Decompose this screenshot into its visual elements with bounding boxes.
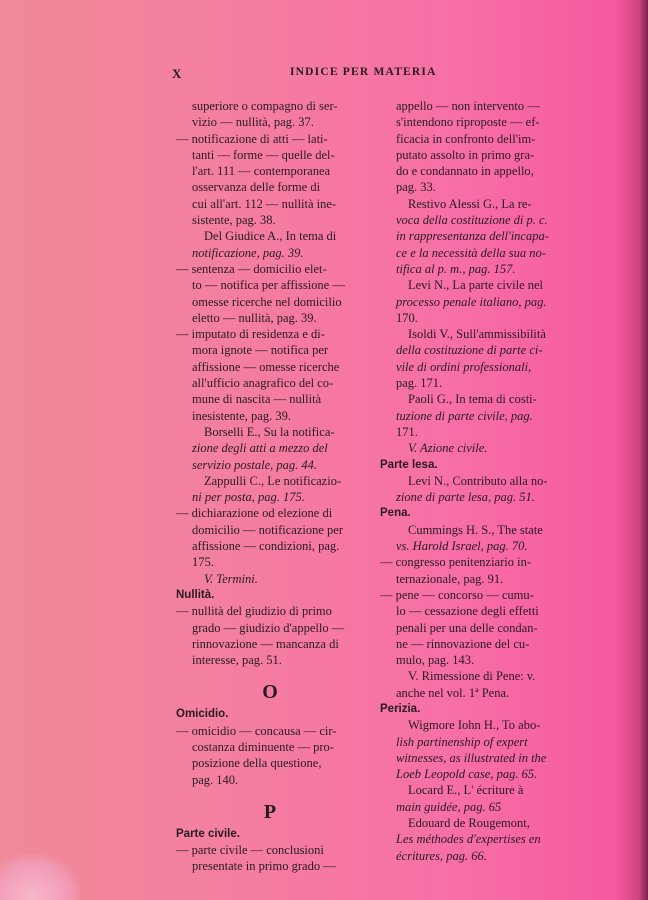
page-header bbox=[172, 66, 590, 82]
index-line: — congresso penitenziario in- bbox=[380, 555, 531, 570]
index-line: sistente, pag. 38. bbox=[192, 213, 276, 228]
index-line: affissione — condizioni, pag. bbox=[192, 539, 340, 554]
index-line: — parte civile — conclusioni bbox=[176, 843, 324, 858]
index-line: lish partinenship of expert bbox=[396, 734, 528, 749]
index-line: ternazionale, pag. 91. bbox=[396, 571, 504, 586]
index-line: Paoli G., In tema di costi- bbox=[408, 392, 537, 407]
index-line: all'ufficio anagrafico del co- bbox=[192, 376, 334, 391]
index-line: affissione — omesse ricerche bbox=[192, 359, 340, 374]
index-line: eletto — nullità, pag. 39. bbox=[192, 310, 317, 325]
index-line: — omicidio — concausa — cir- bbox=[176, 723, 337, 738]
index-line bbox=[176, 788, 364, 798]
index-line: in rappresentanza dell'incapa- bbox=[396, 229, 549, 244]
index-line: Les méthodes d'expertises en bbox=[396, 832, 541, 847]
index-line: s'intendono riproposte — ef- bbox=[396, 115, 540, 130]
index-line: presentate in primo grado — bbox=[192, 859, 336, 874]
index-line: witnesses, as illustrated in the bbox=[396, 750, 547, 765]
index-line: notificazione, pag. 39. bbox=[192, 245, 304, 260]
index-line: Restivo Alessi G., La re- bbox=[408, 196, 532, 211]
index-line: ne — rinnovazione del cu- bbox=[396, 636, 530, 651]
index-line: vizio — nullità, pag. 37. bbox=[192, 115, 314, 130]
index-line: ni per posta, pag. 175. bbox=[192, 490, 305, 505]
index-line: superiore o compagno di ser- bbox=[192, 99, 338, 113]
index-line: osservanza delle forme di bbox=[192, 180, 321, 195]
index-line: pag. 140. bbox=[192, 772, 239, 787]
index-line: lo — cessazione degli effetti bbox=[396, 604, 539, 619]
section-heading: Parte lesa. bbox=[380, 458, 438, 471]
index-line: vs. Harold Israel, pag. 70. bbox=[396, 539, 528, 554]
index-line: — dichiarazione od elezione di bbox=[176, 506, 333, 521]
index-line: costanza diminuente — pro- bbox=[192, 739, 334, 754]
index-line: Borselli E., Su la notifica- bbox=[204, 424, 335, 439]
letter-divider: P bbox=[263, 800, 277, 823]
page-number: X bbox=[172, 66, 183, 81]
index-line: — nullità del giudizio di primo bbox=[176, 604, 332, 619]
section-heading: Omicidio. bbox=[176, 708, 229, 721]
index-line: posizione della questione, bbox=[192, 756, 322, 771]
page-title: INDICE PER MATERIA bbox=[290, 66, 437, 78]
index-line: anche nel vol. 1ª Pena. bbox=[396, 685, 510, 700]
index-line: — notificazione di atti — lati- bbox=[176, 131, 328, 146]
index-line: l'art. 111 — contemporanea bbox=[192, 164, 331, 179]
index-line: V. Azione civile. bbox=[408, 441, 488, 456]
index-line: main guidée, pag. 65 bbox=[396, 799, 502, 814]
index-line: to — notifica per affissione — bbox=[192, 278, 345, 293]
index-line: tanti — forme — quelle del- bbox=[192, 147, 335, 162]
thumb-shadow bbox=[0, 854, 80, 900]
index-line: zione degli atti a mezzo del bbox=[192, 441, 328, 456]
right-column bbox=[380, 98, 572, 864]
index-line: écritures, pag. 66. bbox=[396, 848, 487, 863]
index-line: Levi N., Contributo alla no- bbox=[408, 473, 548, 488]
index-line: Loeb Leopold case, pag. 65. bbox=[396, 767, 538, 782]
index-line: penali per una delle condan- bbox=[396, 620, 538, 635]
index-line: voca della costituzione di p. c. bbox=[396, 213, 548, 228]
index-line: Del Giudice A., In tema di bbox=[204, 229, 337, 244]
index-line: 175. bbox=[192, 555, 214, 570]
index-line: 171. bbox=[396, 424, 418, 439]
index-line: mulo, pag. 143. bbox=[396, 653, 475, 668]
index-line: ficacia in confronto dell'im- bbox=[396, 131, 536, 146]
section-heading: Perizia. bbox=[380, 702, 421, 715]
index-line: Isoldi V., Sull'ammissibilità bbox=[408, 327, 546, 342]
index-line: pag. 33. bbox=[396, 180, 436, 195]
index-line: rinnovazione — mancanza di bbox=[192, 636, 339, 651]
index-line bbox=[176, 668, 364, 678]
index-line: vile di ordini professionali, bbox=[396, 359, 532, 374]
index-line: Cummings H. S., The state bbox=[408, 522, 543, 537]
index-line: Edouard de Rougemont, bbox=[408, 816, 530, 831]
index-line: Locard E., L' écriture à bbox=[408, 783, 524, 798]
index-line: della costituzione di parte ci- bbox=[396, 343, 543, 358]
index-line: — sentenza — domicilio elet- bbox=[176, 261, 327, 276]
index-line: putato assolto in primo gra- bbox=[396, 147, 535, 162]
index-line: appello — non intervento — bbox=[396, 99, 540, 113]
index-line: do e condannato in appello, bbox=[396, 164, 534, 179]
index-line: — imputato di residenza e di- bbox=[176, 327, 325, 342]
index-line: domicilio — notificazione per bbox=[192, 522, 343, 537]
index-line: zione di parte lesa, pag. 51. bbox=[396, 490, 535, 505]
index-line: — pene — concorso — cumu- bbox=[380, 587, 534, 602]
index-line: V. Rimessione di Pene: v. bbox=[408, 669, 536, 684]
index-line: omesse ricerche nel domicilio bbox=[192, 294, 342, 309]
index-line: 170. bbox=[396, 310, 418, 325]
section-heading: Parte civile. bbox=[176, 827, 240, 840]
section-heading: Nullità. bbox=[176, 588, 215, 601]
index-line: V. Termini. bbox=[204, 571, 258, 586]
left-column bbox=[176, 98, 364, 875]
index-line: cui all'art. 112 — nullità ine- bbox=[192, 196, 337, 211]
letter-divider: O bbox=[262, 681, 278, 704]
index-line: ce e la necessità della sua no- bbox=[396, 245, 546, 260]
page-edge bbox=[638, 0, 648, 900]
index-line: interesse, pag. 51. bbox=[192, 653, 282, 668]
index-line: tifica al p. m., pag. 157. bbox=[396, 261, 516, 276]
index-line: Levi N., La parte civile nel bbox=[408, 278, 544, 293]
index-line: tuzione di parte civile, pag. bbox=[396, 408, 533, 423]
index-line: Wigmore Iohn H., To abo- bbox=[408, 718, 541, 733]
index-line: grado — giudizio d'appello — bbox=[192, 620, 345, 635]
index-line: pag. 171. bbox=[396, 376, 443, 391]
index-line: processo penale italiano, pag. bbox=[396, 294, 547, 309]
section-heading: Pena. bbox=[380, 507, 411, 520]
index-line: servizio postale, pag. 44. bbox=[192, 457, 317, 472]
index-line: mune di nascita — nullità bbox=[192, 392, 322, 407]
index-line: inesistente, pag. 39. bbox=[192, 408, 291, 423]
index-line: Zappulli C., Le notificazio- bbox=[204, 473, 342, 488]
index-line: mora ignote — notifica per bbox=[192, 343, 329, 358]
